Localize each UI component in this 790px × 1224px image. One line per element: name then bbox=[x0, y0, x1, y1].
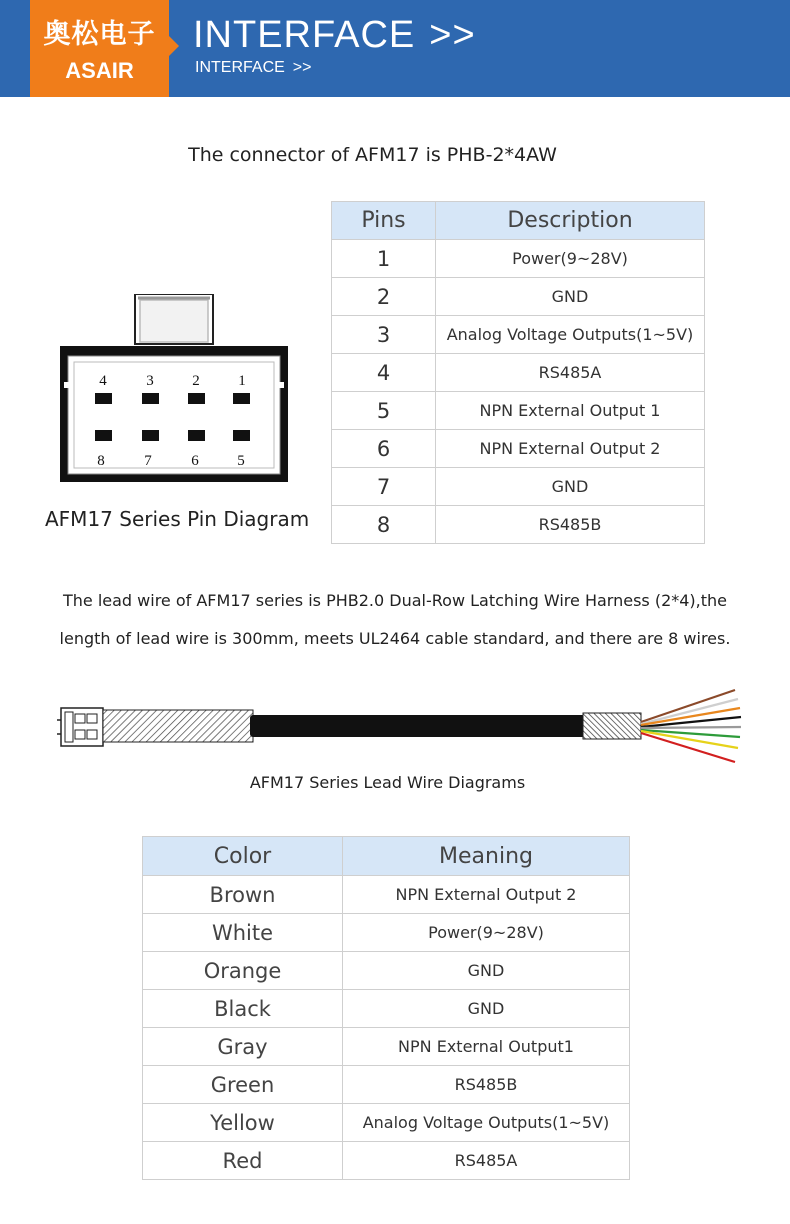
table-header-row bbox=[143, 837, 630, 876]
pin-number-5: 5 bbox=[237, 453, 245, 469]
cable-sleeve bbox=[583, 713, 641, 739]
pin-number-1: 1 bbox=[238, 373, 246, 389]
connector-plug-icon bbox=[57, 708, 103, 746]
lead-wire-description-line-2: length of lead wire is 300mm, meets UL2464 cable standard, and there are 8 wires. bbox=[59, 629, 731, 648]
table-row bbox=[143, 990, 630, 1028]
pin-cell: 1 bbox=[332, 240, 436, 278]
pin-number-2: 2 bbox=[192, 373, 200, 389]
color-cell: Brown bbox=[143, 876, 343, 914]
table-row bbox=[332, 278, 705, 316]
lead-wire-diagram-caption: AFM17 Series Lead Wire Diagrams bbox=[249, 773, 526, 792]
meaning-cell: Power(9~28V) bbox=[343, 914, 630, 952]
column-header-meaning: Meaning bbox=[343, 837, 630, 876]
section-subtitle-text: INTERFACE bbox=[195, 59, 285, 76]
page-header bbox=[0, 0, 790, 97]
pin-contact bbox=[142, 430, 159, 441]
logo-arrow-icon bbox=[169, 36, 179, 56]
meaning-cell: NPN External Output 2 bbox=[343, 876, 630, 914]
pin-cell: 2 bbox=[332, 278, 436, 316]
pin-number-4: 4 bbox=[99, 373, 107, 389]
meaning-cell: RS485B bbox=[343, 1066, 630, 1104]
description-cell: GND bbox=[436, 278, 705, 316]
wire-color-table bbox=[142, 836, 630, 1180]
table-row bbox=[332, 430, 705, 468]
pin-number-8: 8 bbox=[97, 453, 105, 469]
section-subtitle-arrow: >> bbox=[292, 59, 312, 76]
pin-contact bbox=[233, 430, 250, 441]
section-subtitle bbox=[195, 59, 311, 77]
color-cell: Gray bbox=[143, 1028, 343, 1066]
table-row bbox=[332, 468, 705, 506]
color-cell: White bbox=[143, 914, 343, 952]
pin-diagram bbox=[58, 294, 290, 486]
braided-wire-bundle bbox=[103, 710, 253, 742]
description-cell: Analog Voltage Outputs(1~5V) bbox=[436, 316, 705, 354]
meaning-cell: RS485A bbox=[343, 1142, 630, 1180]
lead-wire-diagram bbox=[55, 684, 755, 774]
meaning-cell: GND bbox=[343, 990, 630, 1028]
table-row bbox=[332, 316, 705, 354]
description-cell: RS485A bbox=[436, 354, 705, 392]
pin-diagram-caption: AFM17 Series Pin Diagram bbox=[45, 507, 310, 531]
pin-contact bbox=[233, 393, 250, 404]
color-cell: Black bbox=[143, 990, 343, 1028]
pin-cell: 6 bbox=[332, 430, 436, 468]
pin-contact bbox=[95, 393, 112, 404]
pin-number-7: 7 bbox=[144, 453, 152, 469]
logo-chinese-text: 奥松电子 bbox=[43, 19, 156, 50]
table-row bbox=[143, 952, 630, 990]
column-header-description: Description bbox=[436, 202, 705, 240]
connector-title: The connector of AFM17 is PHB-2*4AW bbox=[188, 144, 557, 166]
section-title-text: INTERFACE bbox=[193, 14, 416, 56]
table-row bbox=[143, 876, 630, 914]
color-cell: Red bbox=[143, 1142, 343, 1180]
cable-sheath bbox=[250, 715, 585, 737]
section-title-arrow: >> bbox=[429, 14, 476, 56]
description-cell: RS485B bbox=[436, 506, 705, 544]
color-cell: Orange bbox=[143, 952, 343, 990]
pin-cell: 7 bbox=[332, 468, 436, 506]
meaning-cell: GND bbox=[343, 952, 630, 990]
brand-logo bbox=[30, 0, 169, 97]
pin-number-6: 6 bbox=[191, 453, 199, 469]
description-cell: NPN External Output 1 bbox=[436, 392, 705, 430]
meaning-cell: NPN External Output1 bbox=[343, 1028, 630, 1066]
column-header-pins: Pins bbox=[332, 202, 436, 240]
description-cell: Power(9~28V) bbox=[436, 240, 705, 278]
column-header-color: Color bbox=[143, 837, 343, 876]
pin-cell: 5 bbox=[332, 392, 436, 430]
pins-table bbox=[331, 201, 705, 544]
table-row bbox=[332, 506, 705, 544]
pin-cell: 8 bbox=[332, 506, 436, 544]
meaning-cell: Analog Voltage Outputs(1~5V) bbox=[343, 1104, 630, 1142]
color-cell: Yellow bbox=[143, 1104, 343, 1142]
pin-number-3: 3 bbox=[146, 373, 154, 389]
description-cell: NPN External Output 2 bbox=[436, 430, 705, 468]
table-header-row bbox=[332, 202, 705, 240]
table-row bbox=[332, 392, 705, 430]
pin-cell: 4 bbox=[332, 354, 436, 392]
fan-out-wires bbox=[641, 690, 741, 762]
table-row bbox=[332, 354, 705, 392]
pin-contact bbox=[95, 430, 112, 441]
table-row bbox=[143, 914, 630, 952]
description-cell: GND bbox=[436, 468, 705, 506]
section-title bbox=[193, 14, 476, 57]
table-row bbox=[143, 1066, 630, 1104]
color-cell: Green bbox=[143, 1066, 343, 1104]
pin-cell: 3 bbox=[332, 316, 436, 354]
pin-contact bbox=[142, 393, 159, 404]
table-row bbox=[332, 240, 705, 278]
table-row bbox=[143, 1142, 630, 1180]
table-row bbox=[143, 1028, 630, 1066]
pin-contact bbox=[188, 430, 205, 441]
table-row bbox=[143, 1104, 630, 1142]
pin-contact bbox=[188, 393, 205, 404]
logo-english-text: ASAIR bbox=[65, 58, 134, 83]
lead-wire-description-line-1: The lead wire of AFM17 series is PHB2.0 Dual-Row Latching Wire Harness (2*4),the bbox=[62, 591, 728, 610]
